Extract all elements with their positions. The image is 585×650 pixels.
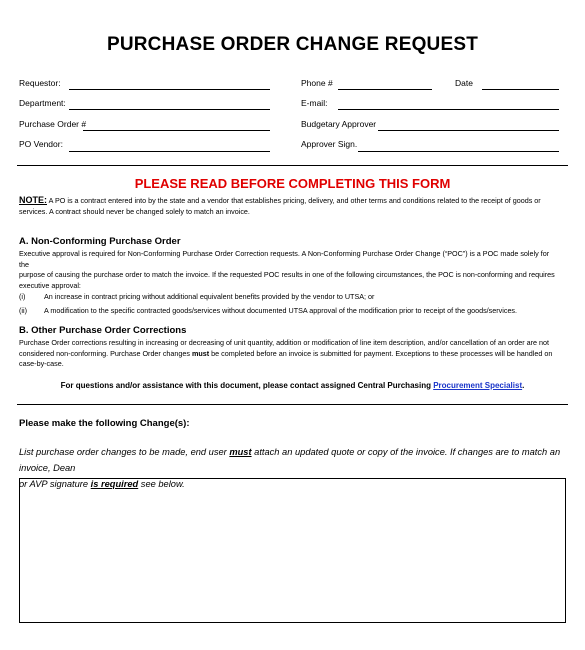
po-vendor-label: PO Vendor: — [19, 139, 63, 149]
budgetary-approver-field[interactable] — [378, 130, 559, 131]
section-a-heading: A. Non-Conforming Purchase Order — [19, 236, 181, 247]
note-paragraph — [19, 195, 559, 217]
purchase-order-field[interactable] — [83, 130, 270, 131]
department-field[interactable] — [69, 109, 270, 110]
date-label: Date — [455, 78, 473, 88]
note-label: NOTE: — [19, 195, 47, 205]
page-title: PURCHASE ORDER CHANGE REQUEST — [106, 34, 479, 55]
email-field[interactable] — [338, 109, 559, 110]
po-vendor-field[interactable] — [69, 151, 270, 152]
section-a-paragraph — [19, 249, 559, 291]
budgetary-approver-label: Budgetary Approver — [301, 119, 377, 129]
phone-label: Phone # — [301, 78, 333, 88]
item-number: (ii) — [19, 306, 27, 315]
email-label: E-mail: — [301, 98, 328, 108]
section-a-line-3: executive approval: — [19, 280, 81, 290]
section-b-line-3: case-by-case. — [19, 359, 64, 368]
date-field[interactable] — [482, 89, 559, 90]
phone-field[interactable] — [338, 89, 432, 90]
instr-part-d: see below. — [138, 479, 185, 489]
approver-sign-label: Approver Sign. — [301, 139, 358, 149]
instr-part-a: List purchase order changes to be made, end user — [19, 447, 230, 457]
instr-required: is required — [90, 479, 139, 489]
divider — [17, 165, 568, 166]
section-b-line-2a: considered non-conforming. Purchase Order changes — [19, 348, 192, 358]
divider — [17, 404, 568, 405]
changes-heading: Please make the following Change(s): — [19, 418, 190, 429]
requestor-label: Requestor: — [19, 78, 61, 88]
requestor-field[interactable] — [69, 89, 270, 90]
procurement-specialist-link[interactable]: Procurement Specialist — [433, 381, 523, 390]
section-b-heading: B. Other Purchase Order Corrections — [19, 325, 187, 336]
note-line-2: services. A contract should never be changed solely to match an invoice. — [19, 206, 250, 216]
section-b-line-2b: be completed before an invoice is submitted for payment. Exceptions to these processes will be handled on — [209, 348, 553, 358]
contact-line — [0, 381, 585, 390]
section-b-must: must — [192, 348, 210, 358]
changes-textbox[interactable] — [19, 478, 566, 623]
department-label: Department: — [19, 98, 66, 108]
item-text: An increase in contract pricing without additional equivalent benefits provided by the vendor to UTSA; or — [44, 292, 375, 301]
instr-must: must — [229, 447, 252, 457]
approver-sign-field[interactable] — [358, 151, 559, 152]
section-a-line-2: purpose of causing the purchase order to match the invoice. If the requested POC results in one of the following circumstances, the POC is non-conforming and requires — [19, 270, 555, 279]
item-text: A modification to the specific contracted goods/services without documented UTSA approval of the modification prior to receipt of the goods/services. — [44, 306, 518, 315]
section-b-paragraph — [19, 338, 559, 370]
purchase-order-label: Purchase Order # — [19, 119, 87, 129]
section-a-line-1: Executive approval is required for Non-Conforming Purchase Order Correction requests. A Non-Conforming Purchase Order Change (“POC”) is a POC made solely for the — [19, 249, 550, 269]
contact-text: For questions and/or assistance with this document, please contact assigned Central Purchasing — [60, 381, 434, 390]
instr-part-c: or AVP signature — [19, 479, 91, 489]
contact-end: . — [522, 381, 525, 390]
warning-heading: PLEASE READ BEFORE COMPLETING THIS FORM — [134, 176, 451, 191]
section-b-line-1: Purchase Order corrections resulting in increasing or decreasing of unit quantity, addition or modification of line item description, and/or cancellation of an order are not — [19, 338, 550, 347]
note-line-1: A PO is a contract entered into by the state and a vendor that establishes pricing, delivery, and other terms and conditions related to the receipt of goods or — [47, 196, 541, 205]
instr-part-b: attach an updated quote or copy of the invoice. If changes are to match an invoice, Dean — [19, 447, 561, 473]
item-number: (i) — [19, 292, 26, 301]
